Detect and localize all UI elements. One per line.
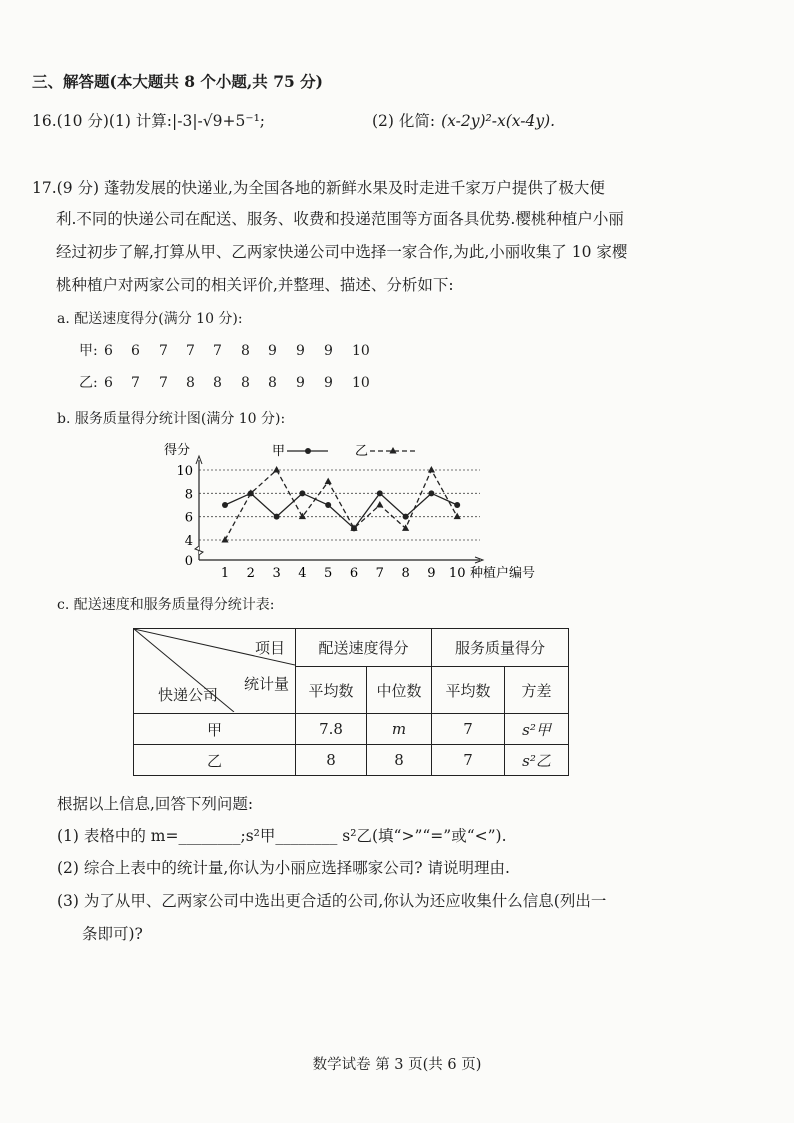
point-jia bbox=[222, 502, 228, 508]
part-a-value: 8 bbox=[213, 375, 222, 391]
q16-part2-expr: (x-2y)²-x(x-4y). bbox=[441, 112, 556, 130]
q17-intro-3: 桃种植户对两家公司的相关评价,并整理、描述、分析如下: bbox=[56, 276, 454, 294]
q16-part1-label: (1) 计算: bbox=[108, 112, 173, 130]
diag-mid-label: 统计量 bbox=[243, 675, 289, 693]
part-a-value: 10 bbox=[352, 375, 370, 391]
q16-number: 16. bbox=[32, 112, 57, 130]
x-tick-label: 1 bbox=[220, 566, 230, 581]
series-line-yi bbox=[225, 470, 457, 540]
part-a-value: 7 bbox=[159, 375, 168, 391]
question-2: (2) 综合上表中的统计量,你认为小丽应选择哪家公司? 请说明理由. bbox=[57, 859, 510, 877]
group-header-quality: 服务质量得分 bbox=[432, 629, 569, 667]
y-tick-label: 0 bbox=[184, 554, 193, 569]
x-tick-label: 7 bbox=[375, 566, 384, 581]
x-tick-label: 3 bbox=[272, 566, 281, 581]
q17-score: (9 分) bbox=[56, 179, 100, 197]
legend-label-jia: 甲 bbox=[272, 444, 286, 459]
point-jia bbox=[428, 490, 434, 496]
point-yi bbox=[221, 536, 228, 543]
subheader-median-speed: 中位数 bbox=[367, 667, 432, 714]
series-line-jia bbox=[225, 493, 457, 528]
part-a-row-jia bbox=[79, 341, 98, 361]
cell-jia-variance: s²甲 bbox=[505, 714, 569, 745]
x-tick-label: 6 bbox=[349, 566, 359, 581]
part-a-value: 9 bbox=[296, 375, 305, 391]
legend-label-yi: 乙 bbox=[355, 444, 369, 459]
point-yi bbox=[454, 513, 461, 520]
part-a-row-yi bbox=[79, 373, 98, 393]
q16-part2-label: (2) 化简: bbox=[372, 112, 436, 130]
part-c-title: c. 配送速度和服务质量得分统计表: bbox=[57, 597, 275, 613]
part-a-value: 6 bbox=[104, 375, 113, 391]
cell-jia-mean-speed: 7.8 bbox=[296, 714, 367, 745]
cell-yi-mean-speed: 8 bbox=[296, 745, 367, 776]
q17-number: 17. bbox=[32, 179, 57, 197]
legend-marker-yi bbox=[389, 447, 396, 454]
part-a-value: 10 bbox=[352, 343, 370, 359]
x-tick-label: 5 bbox=[324, 566, 333, 581]
point-yi bbox=[325, 478, 332, 485]
diag-header-cell bbox=[134, 629, 296, 714]
q16-score: (10 分) bbox=[56, 112, 109, 130]
row-label: 甲: bbox=[79, 343, 98, 359]
service-quality-chart bbox=[150, 436, 570, 584]
score-table bbox=[133, 628, 569, 776]
point-jia bbox=[274, 514, 280, 520]
diag-top-label: 项目 bbox=[254, 639, 285, 657]
x-tick-label: 4 bbox=[298, 566, 307, 581]
legend-marker-jia bbox=[305, 448, 311, 454]
x-tick-label: 8 bbox=[401, 566, 410, 581]
part-a-value: 6 bbox=[104, 343, 113, 359]
questions-intro: 根据以上信息,回答下列问题: bbox=[57, 795, 254, 813]
y-axis-label: 得分 bbox=[164, 443, 191, 458]
q16 bbox=[32, 111, 265, 131]
part-a-value: 8 bbox=[186, 375, 195, 391]
part-a-value: 9 bbox=[296, 343, 305, 359]
part-a-value: 7 bbox=[213, 343, 222, 359]
y-tick-label: 10 bbox=[176, 464, 193, 479]
cell-yi-median-speed: 8 bbox=[367, 745, 432, 776]
part-a-value: 6 bbox=[131, 343, 140, 359]
cell-jia-mean-quality: 7 bbox=[432, 714, 505, 745]
q17-intro-0: 蓬勃发展的快递业,为全国各地的新鲜水果及时走进千家万户提供了极大便 bbox=[103, 179, 605, 197]
y-tick-label: 8 bbox=[184, 487, 193, 503]
company-yi: 乙 bbox=[134, 745, 296, 776]
cell-yi-mean-quality: 7 bbox=[432, 745, 505, 776]
point-jia bbox=[377, 490, 383, 496]
axis-break bbox=[195, 546, 203, 555]
subheader-mean-speed: 平均数 bbox=[296, 667, 367, 714]
q17-intro-2: 经过初步了解,打算从甲、乙两家快递公司中选择一家合作,为此,小丽收集了 10 家樱 bbox=[56, 243, 628, 261]
part-a-value: 7 bbox=[186, 343, 195, 359]
subheader-variance: 方差 bbox=[505, 667, 569, 714]
point-jia bbox=[454, 502, 460, 508]
subheader-mean-quality: 平均数 bbox=[432, 667, 505, 714]
point-yi bbox=[428, 466, 435, 473]
y-tick-label: 4 bbox=[184, 534, 193, 549]
point-jia bbox=[299, 490, 305, 496]
part-a-value: 9 bbox=[268, 343, 277, 359]
cell-yi-variance: s²乙 bbox=[505, 745, 569, 776]
diag-bottom-label: 快递公司 bbox=[158, 686, 219, 704]
q16-part1-expr: |-3|-√9+5⁻¹; bbox=[172, 112, 266, 130]
q17-line-1 bbox=[32, 178, 605, 198]
y-tick-label: 6 bbox=[184, 510, 193, 526]
x-tick-label: 10 bbox=[448, 566, 466, 581]
cell-jia-median-speed: m bbox=[367, 714, 432, 745]
question-3-line-2: 条即可)? bbox=[82, 925, 143, 943]
part-a-value: 8 bbox=[241, 343, 250, 359]
x-tick-label: 2 bbox=[246, 566, 255, 581]
point-jia bbox=[325, 502, 331, 508]
point-yi bbox=[273, 466, 280, 473]
part-a-title: a. 配送速度得分(满分 10 分): bbox=[57, 311, 243, 327]
part-b-title: b. 服务质量得分统计图(满分 10 分): bbox=[57, 411, 286, 427]
question-1: (1) 表格中的 m=________;s²甲________ s²乙(填“>”“=”或“<”). bbox=[57, 827, 507, 845]
x-tick-label: 9 bbox=[427, 566, 436, 581]
part-a-value: 7 bbox=[131, 375, 140, 391]
part-a-value: 9 bbox=[324, 375, 333, 391]
point-yi bbox=[402, 524, 409, 531]
company-jia: 甲 bbox=[134, 714, 296, 745]
part-a-value: 7 bbox=[159, 343, 168, 359]
point-jia bbox=[403, 514, 409, 520]
part-a-value: 8 bbox=[241, 375, 250, 391]
part-a-value: 8 bbox=[268, 375, 277, 391]
group-header-speed: 配送速度得分 bbox=[296, 629, 432, 667]
x-axis-label: 种植户编号 bbox=[470, 566, 536, 581]
page-footer: 数学试卷 第 3 页(共 6 页) bbox=[312, 1057, 482, 1073]
q16-part2 bbox=[372, 111, 555, 131]
row-label: 乙: bbox=[79, 375, 98, 391]
section-title: 三、解答题(本大题共 8 个小题,共 75 分) bbox=[32, 72, 324, 91]
point-yi bbox=[376, 501, 383, 508]
part-a-value: 9 bbox=[324, 343, 333, 359]
question-3-line-1: (3) 为了从甲、乙两家公司中选出更合适的公司,你认为还应收集什么信息(列出一 bbox=[57, 892, 607, 910]
q17-intro-1: 利.不同的快递公司在配送、服务、收费和投递范围等方面各具优势.樱桃种植户小丽 bbox=[56, 210, 624, 228]
